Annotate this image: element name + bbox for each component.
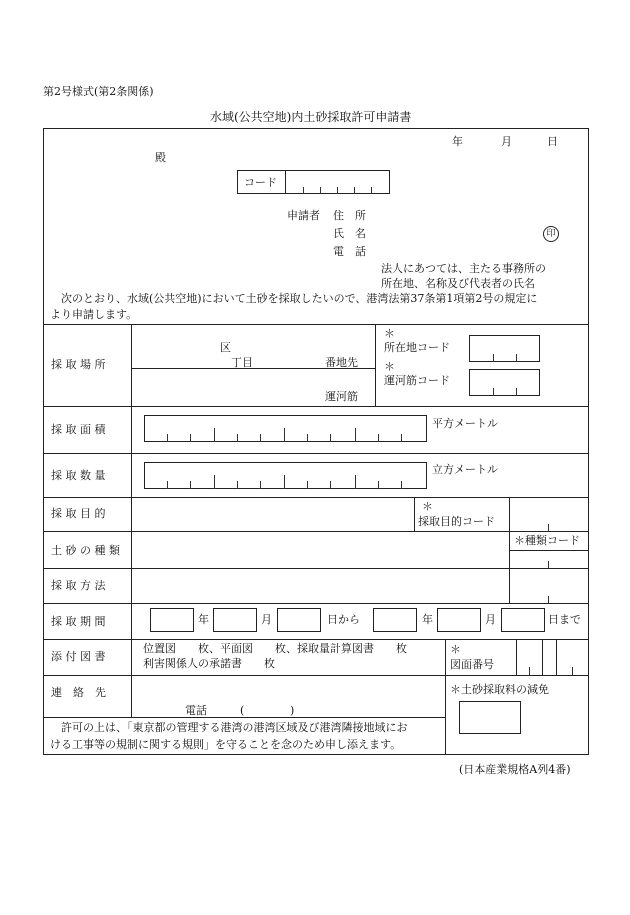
footer-spec: (日本産業規格A列4番)	[459, 763, 571, 776]
code-divider	[285, 170, 286, 194]
request-text-1: 次のとおり、水域(公共空地)において土砂を採取したいので、港湾法第37条第1項第2号の規定に	[50, 292, 538, 305]
method-label: 採 取 方 法	[51, 579, 106, 592]
form-number: 第2号様式(第2条関係)	[43, 85, 154, 98]
location-code-star: ＊	[384, 327, 395, 340]
quantity-tick	[167, 481, 168, 489]
location-ward: 区	[220, 341, 231, 354]
row-line	[43, 453, 589, 454]
pledge-line-2: ける工事等の規制に関する規則」を守ることを念のため申し添えます。	[50, 738, 402, 751]
phone-label: 電 話	[333, 245, 366, 258]
quantity-tick	[214, 475, 215, 489]
quantity-tick	[260, 481, 261, 489]
drawing-no-tick	[572, 667, 573, 675]
start-year-input[interactable]	[150, 608, 194, 632]
pledge-line-1: 許可の上は、「東京都の管理する港湾の港湾区域及び港湾隣接地域にお	[50, 721, 408, 734]
drawing-no-divider	[556, 639, 557, 675]
date-day-label: 日	[547, 135, 558, 148]
row-line	[43, 406, 589, 407]
area-label: 採 取 面 積	[51, 423, 106, 436]
row-line	[43, 324, 589, 325]
row-line	[43, 531, 589, 532]
area-tick	[260, 434, 261, 442]
drawing-no-divider	[542, 639, 543, 675]
applicant-code-label: コード	[244, 176, 277, 189]
area-tick	[214, 428, 215, 442]
canal-code-input[interactable]	[469, 369, 540, 396]
soil-label: 土 砂 の 種 類	[51, 544, 120, 557]
purpose-divider	[414, 497, 415, 531]
end-year-label: 年	[422, 613, 433, 626]
code-tick	[303, 187, 304, 194]
attach-line-2: 利害関係人の承諾書 枚	[143, 657, 275, 670]
soil-code-label: ＊種類コード	[514, 534, 580, 547]
end-month-label: 月	[485, 613, 496, 626]
code-tick	[516, 388, 517, 396]
quantity-tick	[330, 481, 331, 489]
location-banchi: 番地先	[325, 356, 358, 369]
method-code-tick	[548, 596, 549, 603]
location-canal: 運河筋	[325, 390, 358, 403]
area-tick	[355, 428, 356, 442]
request-text-2: より申請します。	[50, 308, 138, 321]
corporate-note-2: 所在地、名称及び代表者の氏名	[381, 277, 535, 290]
quantity-tick	[307, 481, 308, 489]
attach-line-1: 位置図 枚、平面図 枚、採取量計算図書 枚	[143, 642, 407, 655]
row-line	[43, 717, 445, 718]
area-unit: 平方メートル	[432, 417, 498, 430]
end-year-input[interactable]	[373, 608, 417, 632]
quantity-input[interactable]	[144, 462, 427, 489]
code-tick	[371, 187, 372, 194]
drawing-no-label: 図面番号	[450, 658, 494, 671]
row-line	[43, 675, 589, 676]
drawing-no-tick	[529, 667, 530, 675]
quantity-tick	[237, 481, 238, 489]
row-line	[43, 497, 589, 498]
start-month-label: 月	[261, 613, 272, 626]
area-tick	[237, 434, 238, 442]
quantity-tick	[378, 481, 379, 489]
seal-mark: 印	[543, 226, 559, 242]
purpose-code-tick	[548, 524, 549, 531]
location-code-label: 所在地コード	[384, 341, 450, 354]
date-year-label: 年	[452, 135, 463, 148]
drawing-no-divider	[516, 639, 517, 675]
soil-code-tick	[548, 561, 549, 568]
code-tick	[516, 354, 517, 362]
location-label: 採 取 場 所	[51, 358, 106, 371]
row-line	[43, 639, 589, 640]
purpose-code-star: ＊	[422, 500, 433, 513]
canal-code-star: ＊	[384, 360, 395, 373]
location-code-input[interactable]	[469, 335, 540, 362]
code-tick	[493, 388, 494, 396]
contact-paren-close: )	[290, 704, 295, 717]
end-day-input[interactable]	[501, 608, 545, 632]
start-day-input[interactable]	[277, 608, 321, 632]
quantity-tick	[284, 475, 285, 489]
row-line	[43, 568, 589, 569]
name-label: 氏 名	[333, 227, 366, 240]
quantity-tick	[401, 481, 402, 489]
applicant-label: 申請者	[287, 209, 320, 222]
quantity-tick	[355, 475, 356, 489]
quantity-label: 採 取 数 量	[51, 469, 106, 482]
end-month-input[interactable]	[437, 608, 481, 632]
canal-code-label: 運河筋コード	[384, 374, 450, 387]
location-chome: 丁目	[231, 356, 253, 369]
row-line	[43, 603, 589, 604]
code-tick	[354, 187, 355, 194]
area-tick	[378, 434, 379, 442]
area-tick	[284, 428, 285, 442]
fee-exemption-input[interactable]	[459, 701, 521, 734]
contact-label: 連 絡 先	[51, 686, 106, 699]
area-tick	[190, 434, 191, 442]
code-tick	[320, 187, 321, 194]
period-label: 採 取 期 間	[51, 615, 106, 628]
soil-code-line	[509, 550, 589, 551]
end-until-label: 日まで	[548, 613, 581, 626]
start-year-label: 年	[198, 613, 209, 626]
addressee-suffix: 殿	[155, 151, 166, 164]
code-tick	[493, 354, 494, 362]
quantity-tick	[190, 481, 191, 489]
start-month-input[interactable]	[213, 608, 257, 632]
contact-phone-label: 電話	[185, 704, 207, 717]
right-section-divider	[445, 639, 446, 755]
corporate-note-1: 法人にあつては、主たる事務所の	[381, 262, 546, 275]
area-tick	[167, 434, 168, 442]
purpose-label: 採 取 目 的	[51, 507, 106, 520]
date-month-label: 月	[501, 135, 512, 148]
area-tick	[401, 434, 402, 442]
attach-label: 添 付 図 書	[51, 650, 106, 663]
label-column-divider	[131, 324, 132, 717]
contact-paren-open: (	[240, 704, 245, 717]
quantity-unit: 立方メートル	[432, 463, 498, 476]
start-from-label: 日から	[327, 613, 360, 626]
fee-exemption-label: ＊土砂採取料の減免	[450, 683, 549, 696]
location-code-divider	[375, 324, 376, 406]
area-input[interactable]	[144, 415, 427, 442]
code-tick	[337, 187, 338, 194]
form-title: 水域(公共空地)内土砂採取許可申請書	[210, 110, 412, 124]
area-tick	[330, 434, 331, 442]
purpose-code-label: 採取目的コード	[418, 515, 495, 528]
area-tick	[307, 434, 308, 442]
address-label: 住 所	[333, 209, 366, 222]
drawing-no-star: ＊	[450, 643, 461, 656]
